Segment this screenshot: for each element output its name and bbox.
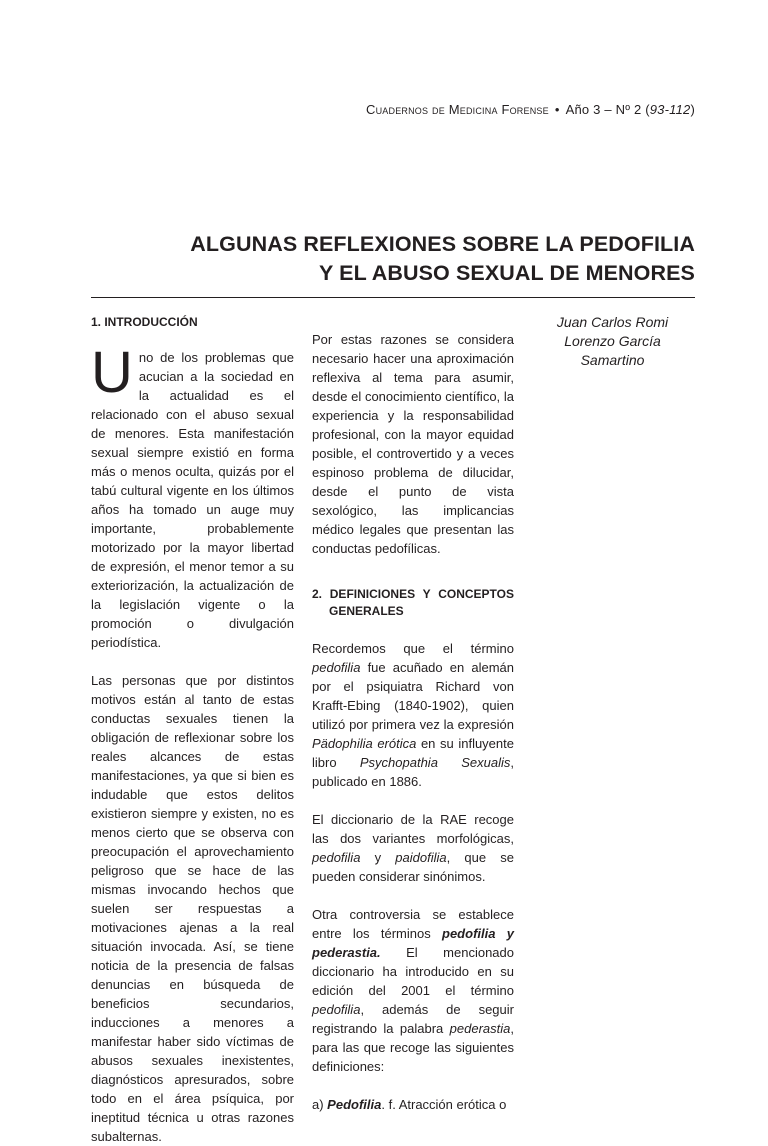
journal-name: Cuadernos de Medicina Forense — [366, 102, 549, 117]
intro-paragraph-3: Por estas razones se considera necesario hacer una aproximación reflexiva al tema para asumir, desde el conocimiento científico, la experiencia y la responsabilidad profesional, con la mayor equidad posible, el controvertido y a veces espinoso problema de dilucidar, desde el punto de vista sexológico, las implicancias médico legales que presentan las conductas pedofílicas. — [312, 332, 514, 556]
article-title — [75, 230, 695, 288]
author-name: Lorenzo García — [564, 333, 661, 349]
title-line-2: Y EL ABUSO SEXUAL DE MENORES — [319, 261, 695, 285]
text-run: . f. Atracción erótica o — [381, 1097, 507, 1112]
text-run: , que se pueden considerar sinónimos. — [312, 850, 514, 884]
author-name: Juan Carlos Romi — [556, 314, 669, 330]
bold-italic-term: pedofilia y pederastia. — [312, 926, 514, 960]
definitions-paragraph-2 — [312, 810, 514, 886]
drop-cap: U — [91, 340, 133, 405]
definitions-paragraph-3 — [312, 905, 514, 1076]
italic-term: pederastia — [449, 1021, 511, 1036]
intro-paragraph-1 — [91, 340, 294, 652]
text-run: fue acuñado en alemán por el psiquiatra Richard von Krafft-Ebing (1840-1902), quien utilizó por primera vez la expresión — [312, 660, 514, 732]
running-head — [366, 102, 695, 117]
page-range: 93-112 — [649, 102, 691, 117]
text-run: a) — [312, 1097, 328, 1112]
section-heading-introduccion: 1. INTRODUCCIÓN — [91, 315, 198, 329]
italic-term: pedofilia — [312, 850, 361, 865]
text-run: Otra controversia se establece entre los términos — [312, 907, 514, 941]
author-list — [540, 313, 685, 370]
bold-italic-term: Pedofilia — [327, 1097, 382, 1112]
intro-paragraph-1-text: no de los problemas que acucian a la sociedad en la actualidad es el relacionado con el abuso sexual de menores. Esta manifestación sexual siempre existió en forma más o menos oculta, quizás por el tabú cultural vigente en los últimos años ha tomado un auge muy importante, probablemente motorizado por la mayor libertad de expresión, el menor temor a su exteriorización, la actualización de la legislación vigente o la promoción o divulgación periodística. — [91, 350, 294, 650]
header-separator: • — [554, 102, 560, 117]
text-run: El mencionado diccionario ha introducido en su edición del 2001 el término — [312, 945, 514, 998]
text-run: , publicado en 1886. — [312, 755, 514, 789]
text-run: Recordemos que el término — [312, 641, 514, 656]
intro-paragraph-2: Las personas que por distintos motivos están al tanto de estas conductas sexuales tienen la obligación de reflexionar sobre los reales alcances de estas manifestaciones, ya que si bien es indudable que estos delitos existieron siempre y existen, no es menos cierto que se observa con preocupación el aprovechamiento peligroso que se hace de las mismas invocando hechos que suelen ser respuestas a motivaciones ajenas a la real situación invocada. Así, se tiene noticia de la presencia de falsas denuncias en búsqueda de beneficios secundarios, inducciones a menores a manifestar haber sido víctimas de abusos sexuales inexistentes, diagnósticos apresurados, sobre todo en el área psíquica, por ineptitud técnica u otras razones subalternas. — [91, 673, 294, 1144]
title-line-1: ALGUNAS REFLEXIONES SOBRE LA PEDOFILIA — [190, 232, 695, 256]
italic-term: paidofilia — [395, 850, 447, 865]
title-rule — [91, 297, 695, 298]
column-left — [91, 314, 294, 1146]
author-name: Samartino — [580, 352, 645, 368]
section-heading-definiciones: 2. DEFINICIONES Y CONCEPTOS GENERALES — [312, 587, 514, 618]
italic-term: Psychopathia Sexualis — [359, 755, 511, 770]
issue-info: Año 3 – Nº 2 ( — [565, 102, 650, 117]
text-run: El diccionario de la RAE recoge las dos variantes morfológicas, — [312, 812, 514, 846]
italic-term: Pädophilia erótica — [312, 736, 417, 751]
text-run: , para las que recoge las siguientes definiciones: — [312, 1021, 514, 1074]
italic-term: pedofilia — [312, 660, 361, 675]
text-run: en su influyente libro — [312, 736, 514, 770]
definitions-paragraph-1 — [312, 639, 514, 791]
definition-item-a — [312, 1095, 514, 1114]
issue-close: ) — [690, 102, 695, 117]
column-middle — [312, 330, 514, 1114]
italic-term: pedofilia — [312, 1002, 361, 1017]
text-run: , además de seguir registrando la palabra — [312, 1002, 514, 1036]
text-run: y — [360, 850, 396, 865]
